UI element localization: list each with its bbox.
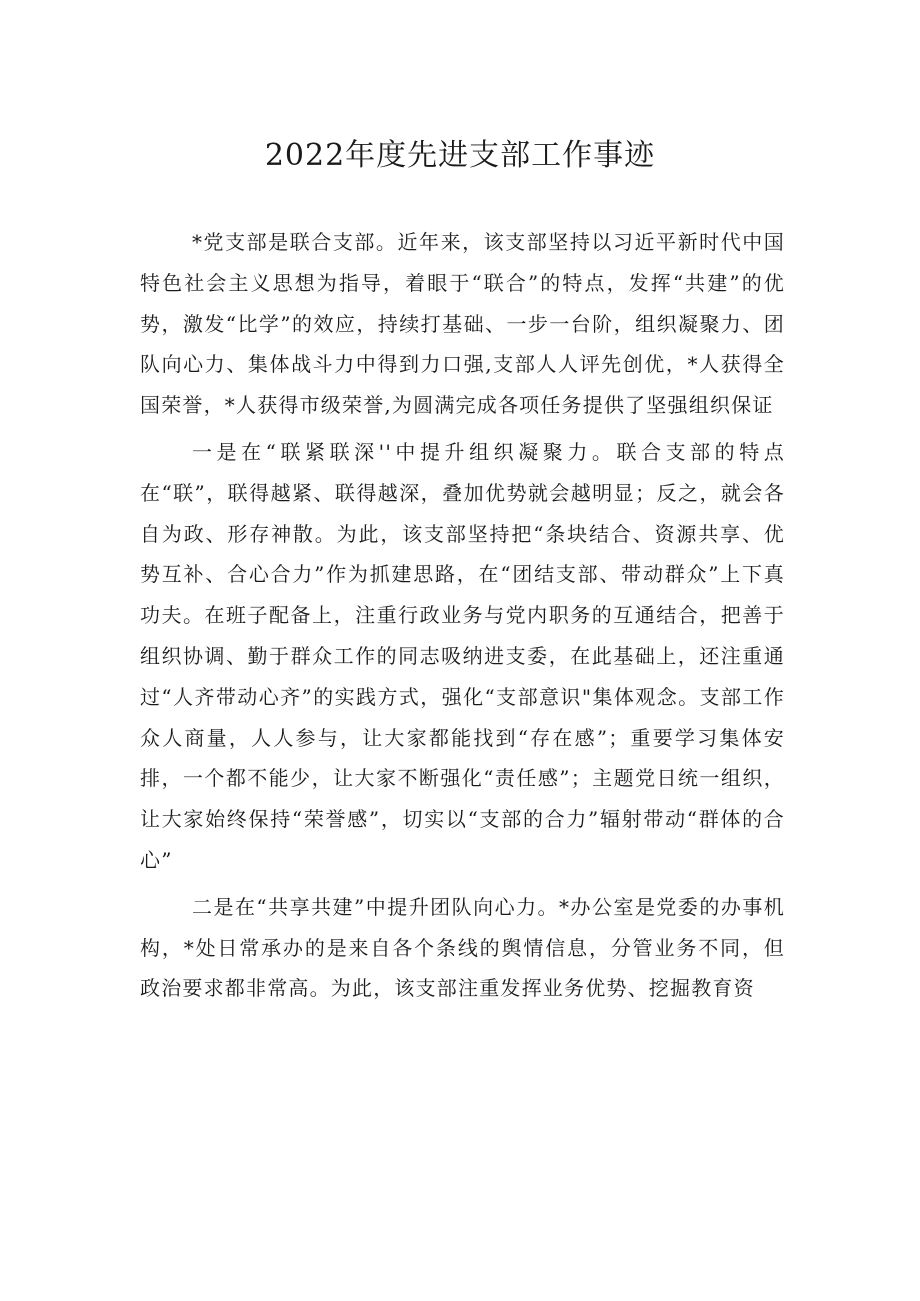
document-body: [140, 222, 785, 1009]
document-title: 2022年度先进支部工作事迹: [264, 138, 656, 173]
paragraph-intro: *党支部是联合支部。近年来，该支部坚持以习近平新时代中国特色社会主义思想为指导，着眼于“联合”的特点，发挥“共建”的优势，激发“比学”的效应，持续打基础、一步一台阶，组织凝聚力、团队向心力、集体战斗力中得到力口强,支部人人评先创优，*人获得全国荣誉，*人获得市级荣誉,为圆满完成各项任务提供了坚强组织保证: [140, 230, 785, 418]
paragraph-point-two: 二是在“共享共建”中提升团队向心力。*办公室是党委的办事机构，*处日常承办的是来自各个条线的舆情信息，分管业务不同，但政治要求都非常高。为此，该支部注重发挥业务优势、挖掘教育资: [140, 894, 785, 1001]
paragraph-point-one: 一是在“联紧联深''中提升组织凝聚力。联合支部的特点在“联”，联得越紧、联得越深，叠加优势就会越明显；反之，就会各自为政、形存神散。为此，该支部坚持把“条块结合、资源共享、优势互补、合心合力”作为抓建思路，在“团结支部、带动群众”上下真功夫。在班子配备上，注重行政业务与党内职务的互通结合，把善于组织协调、勤于群众工作的同志吸纳进支委，在此基础上，还注重通过“人齐带动心齐”的实践方式，强化“支部意识"集体观念。支部工作众人商量，人人参与，让大家都能找到“存在感”；重要学习集体安排，一个都不能少，让大家不断强化“责任感”；主题党日统一组织，让大家始终保持“荣誉感”，切实以“支部的合力”辐射带动“群体的合心”: [140, 439, 785, 872]
